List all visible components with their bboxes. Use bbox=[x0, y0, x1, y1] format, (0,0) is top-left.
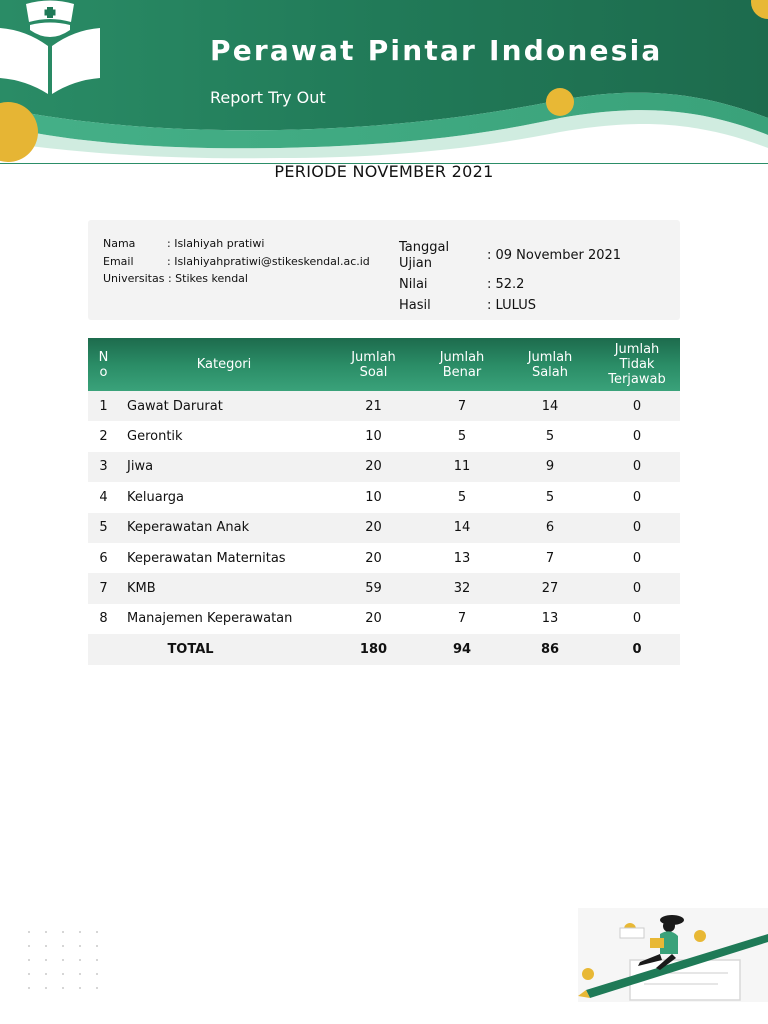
total-salah: 86 bbox=[506, 634, 594, 664]
exam-date-value: : 09 November 2021 bbox=[487, 248, 622, 263]
row-soal: 20 bbox=[329, 452, 418, 482]
exam-date-label: Tanggal Ujian bbox=[399, 240, 450, 271]
total-label: TOTAL bbox=[88, 634, 329, 664]
dot-grid-decoration bbox=[24, 926, 104, 1000]
row-benar: 13 bbox=[418, 543, 506, 573]
row-tidak: 0 bbox=[594, 543, 680, 573]
score-label: Nilai bbox=[399, 277, 428, 292]
row-tidak: 0 bbox=[594, 452, 680, 482]
row-tidak: 0 bbox=[594, 604, 680, 634]
row-salah: 5 bbox=[506, 482, 594, 512]
accent-dot-right bbox=[546, 88, 574, 116]
table-row bbox=[88, 391, 680, 421]
row-soal: 20 bbox=[329, 543, 418, 573]
row-benar: 7 bbox=[418, 604, 506, 634]
row-soal: 59 bbox=[329, 573, 418, 603]
table-row bbox=[88, 573, 680, 603]
row-soal: 20 bbox=[329, 513, 418, 543]
row-no: 2 bbox=[88, 421, 119, 451]
table-row bbox=[88, 452, 680, 482]
score-value: : 52.2 bbox=[487, 277, 525, 292]
header-no: N o bbox=[88, 338, 119, 391]
nurse-book-logo-icon bbox=[0, 0, 100, 94]
row-soal: 10 bbox=[329, 482, 418, 512]
row-no: 3 bbox=[88, 452, 119, 482]
header-wave-background bbox=[0, 0, 768, 170]
student-info-box bbox=[88, 220, 680, 320]
row-tidak: 0 bbox=[594, 391, 680, 421]
period-title: PERIODE NOVEMBER 2021 bbox=[274, 162, 494, 181]
university-value: : Stikes kendal bbox=[167, 272, 248, 285]
table-row bbox=[88, 513, 680, 543]
row-no: 5 bbox=[88, 513, 119, 543]
row-soal: 10 bbox=[329, 421, 418, 451]
total-tidak: 0 bbox=[594, 634, 680, 664]
university-label: Universitas bbox=[103, 272, 165, 285]
row-tidak: 0 bbox=[594, 573, 680, 603]
row-salah: 27 bbox=[506, 573, 594, 603]
header-jumlah-salah: Jumlah Salah bbox=[506, 338, 594, 391]
name-row bbox=[103, 237, 370, 255]
row-salah: 7 bbox=[506, 543, 594, 573]
row-benar: 11 bbox=[418, 452, 506, 482]
table-row bbox=[88, 482, 680, 512]
row-salah: 13 bbox=[506, 604, 594, 634]
row-kategori: Jiwa bbox=[119, 452, 329, 482]
row-kategori: Keperawatan Maternitas bbox=[119, 543, 329, 573]
row-kategori: Keperawatan Anak bbox=[119, 513, 329, 543]
table-row bbox=[88, 421, 680, 451]
table-body bbox=[88, 391, 680, 634]
header-kategori: Kategori bbox=[119, 338, 329, 391]
header-jumlah-tidak-terjawab: Jumlah Tidak Terjawab bbox=[594, 338, 680, 391]
row-benar: 5 bbox=[418, 421, 506, 451]
row-tidak: 0 bbox=[594, 513, 680, 543]
row-tidak: 0 bbox=[594, 421, 680, 451]
row-soal: 20 bbox=[329, 604, 418, 634]
table-row bbox=[88, 604, 680, 634]
row-benar: 7 bbox=[418, 391, 506, 421]
name-label: Nama bbox=[103, 237, 136, 250]
name-value: : Islahiyah pratiwi bbox=[167, 237, 265, 250]
app-title: Perawat Pintar Indonesia bbox=[210, 34, 663, 67]
report-header bbox=[0, 0, 768, 170]
row-salah: 5 bbox=[506, 421, 594, 451]
email-label: Email bbox=[103, 254, 134, 268]
row-no: 8 bbox=[88, 604, 119, 634]
row-benar: 14 bbox=[418, 513, 506, 543]
email-row bbox=[103, 255, 370, 273]
row-kategori: KMB bbox=[119, 573, 329, 603]
row-kategori: Keluarga bbox=[119, 482, 329, 512]
total-soal: 180 bbox=[329, 634, 418, 664]
row-no: 4 bbox=[88, 482, 119, 512]
row-salah: 14 bbox=[506, 391, 594, 421]
row-kategori: Manajemen Keperawatan bbox=[119, 604, 329, 634]
table-row bbox=[88, 543, 680, 573]
result-value: : LULUS bbox=[487, 298, 536, 313]
row-no: 1 bbox=[88, 391, 119, 421]
student-on-pencil-illustration bbox=[568, 898, 768, 1002]
row-salah: 6 bbox=[506, 513, 594, 543]
header-jumlah-soal: Jumlah Soal bbox=[329, 338, 418, 391]
report-subtitle: Report Try Out bbox=[210, 88, 326, 107]
row-no: 7 bbox=[88, 573, 119, 603]
email-value: : Islahiyahpratiwi@stikeskendal.ac.id bbox=[167, 254, 370, 268]
row-salah: 9 bbox=[506, 452, 594, 482]
row-soal: 21 bbox=[329, 391, 418, 421]
result-label: Hasil bbox=[399, 298, 431, 313]
total-benar: 94 bbox=[418, 634, 506, 664]
university-row bbox=[103, 272, 370, 290]
row-benar: 5 bbox=[418, 482, 506, 512]
table-header bbox=[88, 338, 680, 391]
student-details bbox=[103, 237, 370, 290]
table-total bbox=[88, 634, 680, 664]
row-no: 6 bbox=[88, 543, 119, 573]
total-row bbox=[88, 634, 680, 664]
score-table bbox=[88, 338, 680, 665]
row-kategori: Gawat Darurat bbox=[119, 391, 329, 421]
row-benar: 32 bbox=[418, 573, 506, 603]
row-tidak: 0 bbox=[594, 482, 680, 512]
row-kategori: Gerontik bbox=[119, 421, 329, 451]
header-jumlah-benar: Jumlah Benar bbox=[418, 338, 506, 391]
